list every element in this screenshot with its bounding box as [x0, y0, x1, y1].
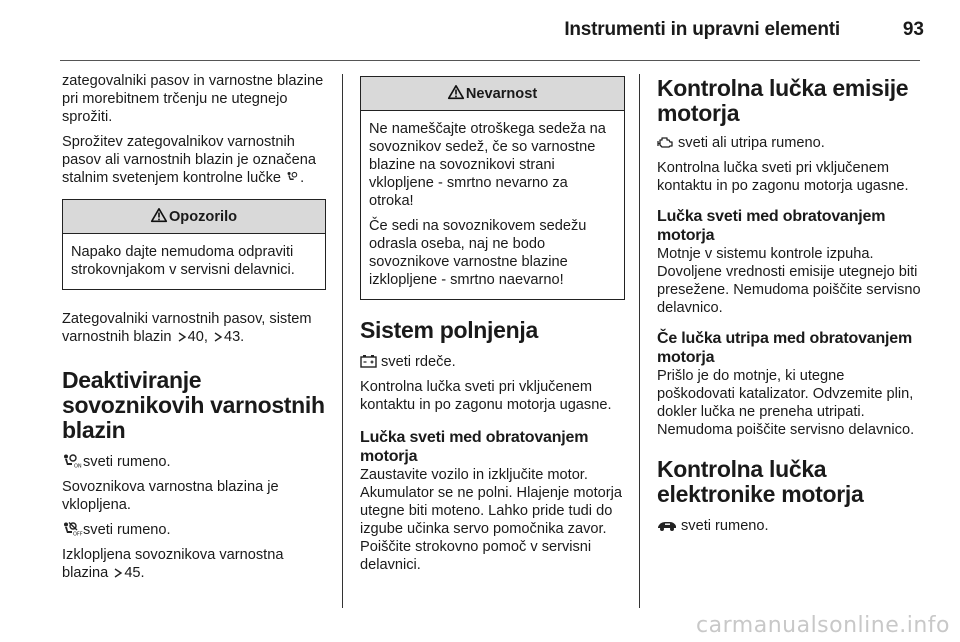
battery-icon [360, 354, 377, 368]
warning-box-body: Napako dajte nemudoma odpraviti strokovnjakom v servisni delavnici. [71, 244, 295, 278]
danger-box-header: Nevarnost [361, 77, 624, 111]
wrench-car-icon [657, 518, 677, 532]
heading-charging-system: Sistem polnjenja [360, 317, 538, 343]
danger-box [360, 76, 625, 300]
svg-text:OFF: OFF [73, 531, 83, 538]
paragraph-intro: zategovalniki pasov in varnostne blazine pri morebitnem trčenju ne utegnejo sprožiti. [62, 73, 324, 125]
paragraph-emission-running: Motnje v sistemu kontrole izpuha. Dovoljene vrednosti emisije utegnejo biti presežene. Nemudoma poiščite servisno delavnico. [657, 246, 921, 316]
warning-box-header: Opozorilo [63, 200, 325, 234]
paragraph-trigger: Sprožitev zategovalnikov varnostnih pasov ali varnostnih blazin je označena stalnim svetenjem kontrolne lučke . [62, 134, 316, 186]
heading-engine-electronics: Kontrolna lučka elektronike motorja [657, 456, 864, 507]
page-number: 93 [902, 19, 924, 40]
engine-line: sveti ali utripa rumeno. [657, 134, 923, 152]
column-left [62, 72, 326, 589]
battery-line: sveti rdeče. [360, 353, 625, 371]
airbag-off-line: OFF sveti rumeno. [62, 521, 326, 539]
watermark: carmanualsonline.info [696, 613, 950, 638]
arrow-ref-icon [114, 568, 122, 578]
paragraph-airbag-on: Sovoznikova varnostna blazina je vklopljena. [62, 479, 279, 513]
arrow-ref-icon [214, 332, 222, 342]
warning-triangle-icon [448, 85, 464, 99]
paragraph-emission-flashing: Prišlo je do motnje, ki utegne poškodovati katalizator. Odvzemite plin, dokler lučka ne preneha utripati. Nemudoma poiščite servisno delavnico. [657, 368, 915, 438]
warning-triangle-icon [151, 208, 167, 222]
column-right [657, 70, 923, 542]
airbag-icon [286, 170, 299, 184]
paragraph-emission: Kontrolna lučka sveti pri vključenem kontaktu in po zagonu motorja ugasne. [657, 160, 909, 194]
column-middle [360, 76, 625, 581]
warning-box [62, 199, 326, 290]
engine-icon [657, 135, 674, 149]
airbag-on-icon [62, 454, 82, 470]
header-divider [60, 60, 920, 61]
paragraph-charge-running: Zaustavite vozilo in izključite motor. Akumulator se ne polni. Hlajenje motorja utegne biti moteno. Lahko pride tudi do izgube učinka servo pomočnika zavor. Poiščite strokovno pomoč v servisni delavnici. [360, 467, 623, 573]
column-divider-right [639, 74, 640, 608]
airbag-off-icon [62, 522, 83, 538]
heading-emission: Kontrolna lučka emisije motorja [657, 75, 909, 126]
heading-emission-flashing: Če lučka utripa med obratovanjem motorja [657, 330, 913, 366]
column-divider-left [342, 74, 343, 608]
page-title: Instrumenti in upravni elementi [564, 19, 840, 40]
page-header [0, 0, 960, 62]
paragraph-charge: Kontrolna lučka sveti pri vključenem kontaktu in po zagonu motorja ugasne. [360, 379, 612, 413]
danger-box-body: Ne nameščajte otroškega sedeža na sovoznikov sedež, če so varnostne blazine na sovoznikovi strani vklopljene - smrtno nevarno za otroka! Če sedi na sovoznikovem sedežu odrasla oseba, naj ne bodo sovoznikove varnostne blazine izklopljene - smrtno naevarno! [369, 121, 606, 288]
paragraph-references: Zategovalniki varnostnih pasov, sistem varnostnih blazin 40, 43. [62, 311, 312, 345]
paragraph-airbag-off: Izklopljena sovoznikova varnostna blazina 45. [62, 547, 284, 581]
heading-emission-running: Lučka sveti med obratovanjem motorja [657, 208, 886, 244]
svg-text:ON: ON [74, 463, 82, 470]
airbag-on-line: ON sveti rumeno. [62, 453, 326, 471]
arrow-ref-icon [178, 332, 186, 342]
heading-charge-running: Lučka sveti med obratovanjem motorja [360, 429, 589, 465]
heading-deactivation: Deaktiviranje sovoznikovih varnostnih blazin [62, 367, 325, 443]
wrench-line: sveti rumeno. [657, 517, 923, 535]
